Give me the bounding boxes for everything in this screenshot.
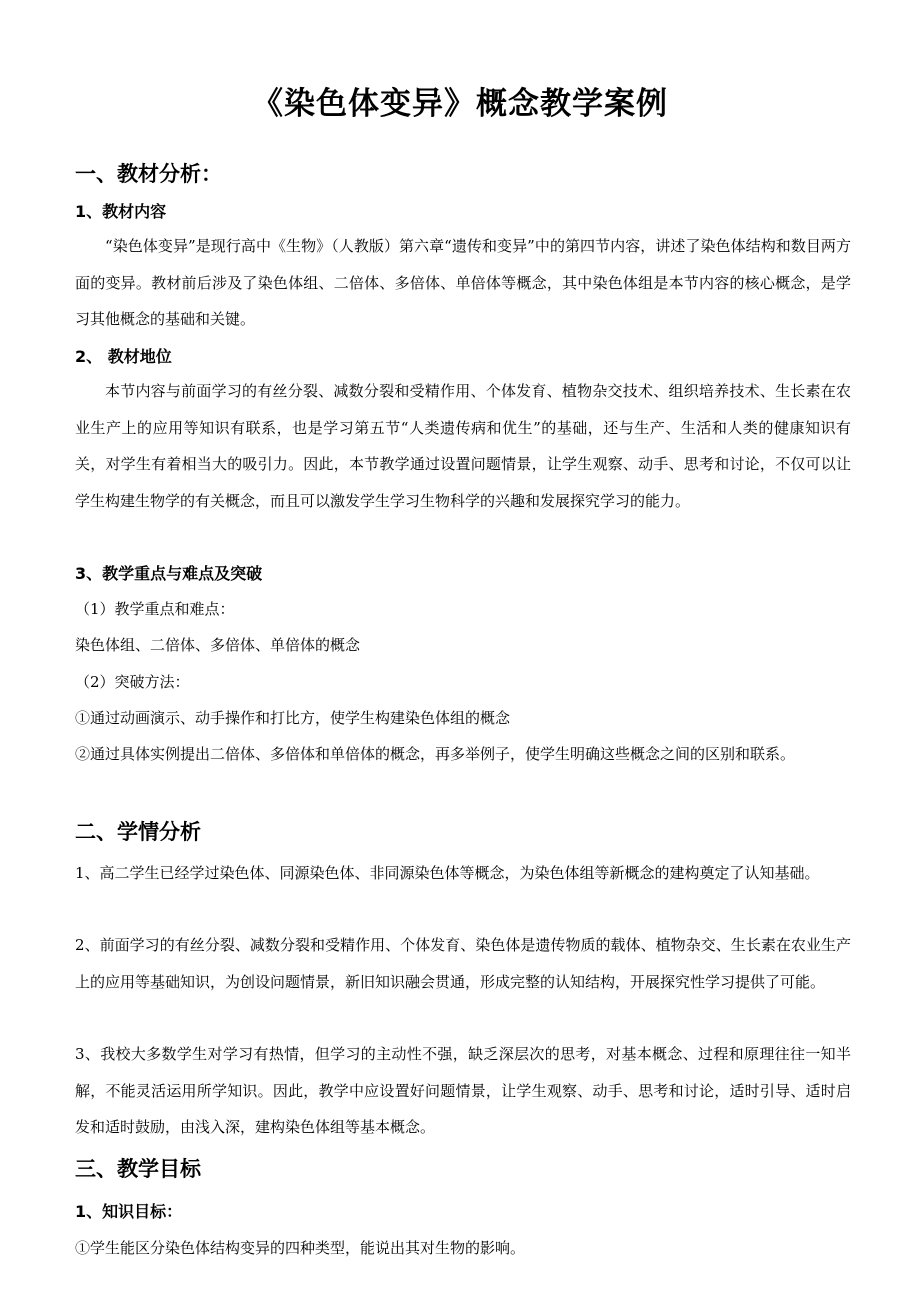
key-points-method-b: ②通过具体实例提出二倍体、多倍体和单倍体的概念，再多举例子，使学生明确这些概念之间的区别和联系。 — [75, 745, 796, 763]
paragraph-student-analysis-1: 1、高二学生已经学过染色体、同源染色体、非同源染色体等概念，为染色体组等新概念的建构奠定了认知基础。 — [75, 864, 820, 882]
key-points-label-2: （2）突破方法： — [75, 673, 190, 691]
key-points-method-a: ①通过动画演示、动手操作和打比方，使学生构建染色体组的概念 — [75, 709, 511, 727]
key-points-label-1: （1）教学重点和难点： — [75, 600, 235, 618]
section-heading-student-analysis: 二、学情分析 — [75, 820, 201, 844]
paragraph-student-analysis-2: 2、前面学习的有丝分裂、减数分裂和受精作用、个体发育、染色体是遗传物质的载体、植物杂交、生长素在农业生产上的应用等基础知识，为创设问题情景，新旧知识融会贯通，形成完整的认知结构，开展探究性学习提供了可能。 — [75, 936, 851, 991]
subheading-textbook-content: 1、教材内容 — [75, 202, 167, 221]
key-points-text-1: 染色体组、二倍体、多倍体、单倍体的概念 — [75, 636, 361, 654]
knowledge-goal-1: ①学生能区分染色体结构变异的四种类型，能说出其对生物的影响。 — [75, 1239, 526, 1257]
document-title: 《染色体变异》概念教学案例 — [252, 86, 668, 122]
paragraph-textbook-content: “染色体变异”是现行高中《生物》（人教版）第六章“遗传和变异”中的第四节内容，讲述了染色体结构和数目两方面的变异。教材前后涉及了染色体组、二倍体、多倍体、单倍体等概念，其中染色体组是本节内容的核心概念，是学习其他概念的基础和关键。 — [75, 237, 851, 328]
paragraph-student-analysis-3: 3、我校大多数学生对学习有热情，但学习的主动性不强，缺乏深层次的思考，对基本概念、过程和原理往往一知半解，不能灵活运用所学知识。因此，教学中应设置好问题情景，让学生观察、动手、思考和讨论，适时引导、适时启发和适时鼓励，由浅入深，建构染色体组等基本概念。 — [75, 1045, 851, 1136]
subheading-textbook-position: 2、 教材地位 — [75, 347, 172, 366]
subheading-knowledge-goals: 1、知识目标： — [75, 1202, 183, 1221]
paragraph-textbook-position: 本节内容与前面学习的有丝分裂、减数分裂和受精作用、个体发育、植物杂交技术、组织培养技术、生长素在农业生产上的应用等知识有联系，也是学习第五节“人类遗传病和优生”的基础，还与生产、生活和人类的健康知识有关，对学生有着相当大的吸引力。因此，本节教学通过设置问题情景，让学生观察、动手、思考和讨论，不仅可以让学生构建生物学的有关概念，而且可以激发学生学习生物科学的兴趣和发展探究学习的能力。 — [75, 382, 851, 510]
section-heading-teaching-goals: 三、教学目标 — [75, 1157, 201, 1181]
section-heading-textbook-analysis: 一、教材分析： — [75, 162, 222, 186]
subheading-key-points: 3、教学重点与难点及突破 — [75, 564, 263, 583]
